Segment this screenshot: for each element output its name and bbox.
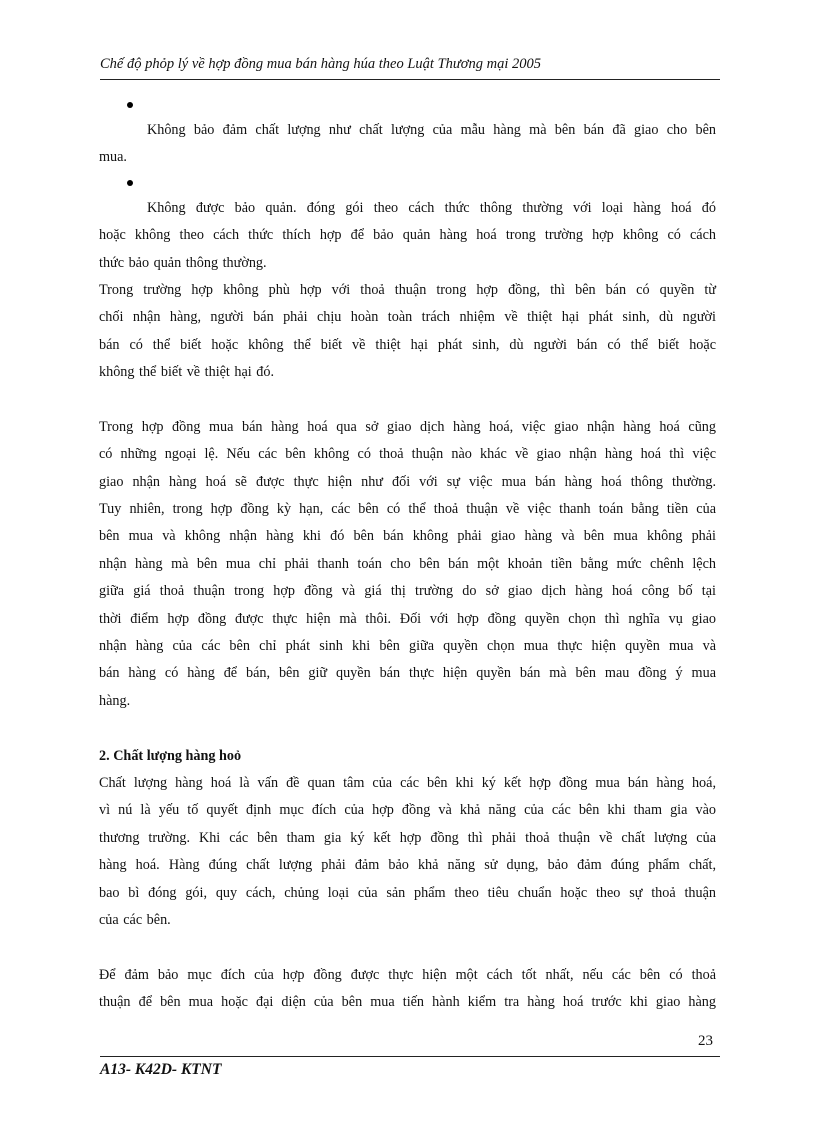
text-line: Trong hợp đồng mua bán hàng hoá qua sở giao dịch hàng hoá, việc giao nhận hàng hoá cũng [99,418,716,435]
text-line: của các bên. [99,911,171,928]
bullet-dot-icon [127,102,133,108]
bullet-marker [99,171,716,195]
text-line: thương trường. Khi các bên tham gia ký kết hợp đồng thì phải thoả thuận về chất lượng của [99,829,716,846]
page-number: 23 [698,1033,713,1049]
text-line: nhận hàng mà bên mua chỉ phải thanh toán cho bên bán một khoản tiền bằng mức chênh lệch [99,555,716,572]
text-line: nhận hàng của các bên chỉ phát sinh khi bên giữa quyền chọn mua thực hiện quyền mua và [99,638,716,655]
text-line: Không được bảo quản. đóng gói theo cách thức thông thường với loại hàng hoá đó [147,199,716,216]
page-body [99,93,716,1017]
paragraph-gap [99,387,716,414]
text-line: Không bảo đảm chất lượng như chất lượng của mẫu hàng mà bên bán đã giao cho bên [147,121,716,138]
text-line: giao nhận hàng hoá sẽ được thực hiện như đối với sự việc mua bán hàng hoá thông thường. [99,473,716,490]
text-line: hàng hoá. Hàng đúng chất lượng phải đảm bảo khả năng sử dụng, bảo đảm đúng phẩm chất, [99,857,716,874]
text-line: Tuy nhiên, trong hợp đồng kỳ hạn, các bên có thể thoả thuận về việc thanh toán bằng tiền của [99,501,716,518]
bullet-dot-icon [127,180,133,186]
page-footer [100,1056,720,1079]
text-line: giữa giá thoả thuận trong hợp đồng và giá thị trường do sở giao dịch hàng hoá công bố tại [99,583,716,600]
text-line: Chất lượng hàng hoá là vấn đề quan tâm của các bên khi ký kết hợp đồng mua bán hàng hoá, [99,774,716,791]
text-line: thời điểm hợp đồng được thực hiện mà thôi. Đối với hợp đồng quyền chọn thì nghĩa vụ giao [99,610,716,627]
text-line: thuận để bên mua hoặc đại diện của bên mua tiến hành kiểm tra hàng hoá trước khi giao hàng [99,994,716,1011]
footer-text: A13- K42D- KTNT [100,1061,222,1078]
text-line: Trong trường hợp không phù hợp với thoả thuận trong hợp đồng, thì bên bán có quyền từ [99,281,716,298]
text-line: bán hàng có hàng để bán, bên giữ quyền bán thực hiện quyền bán mà bên mau đồng ý mua [99,665,716,682]
page-header [100,56,720,80]
text-line: chối nhận hàng, người bán phải chịu hoàn toàn trách nhiệm về thiệt hại phát sinh, dù người [99,309,716,326]
text-line: có những ngoại lệ. Nếu các bên không có thoả thuận nào khác về giao nhận hàng hoá thì việc [99,446,716,463]
text-line: thức bảo quản thông thường. [99,254,267,271]
text-line: vì nú là yếu tố quyết định mục đích của hợp đồng và khả năng của các bên khi tham gia vào [99,802,716,819]
text-line: mua. [99,148,127,165]
paragraph-gap [99,715,716,742]
header-title: Chế độ phỏp lý về hợp đồng mua bán hàng húa theo Luật Thương mại 2005 [100,56,542,72]
section-heading: 2. Chất lượng hàng hoỏ [99,747,242,764]
text-line: Để đảm bảo mục đích của hợp đồng được thực hiện một cách tốt nhất, nếu các bên có thoả [99,966,716,983]
bullet-marker [99,93,716,117]
text-line: không thể biết về thiệt hại đó. [99,364,275,381]
paragraph-gap [99,934,716,961]
text-line: hàng. [99,692,131,709]
text-line: hoặc không theo cách thức thích hợp để bảo quản hàng hoá trong trường hợp không có cách [99,227,716,244]
text-line: bên mua và không nhận hàng khi đó bên bán không phải giao hàng và bên mua không phải [99,528,716,545]
text-line: bán có thể biết hoặc không thể biết về thiệt hại phát sinh, dù người bán có thể biết hoặc [99,336,716,353]
text-line: bao bì đóng gói, quy cách, chủng loại của sản phẩm theo tiêu chuẩn hoặc theo sự thoả thuận [99,884,716,901]
